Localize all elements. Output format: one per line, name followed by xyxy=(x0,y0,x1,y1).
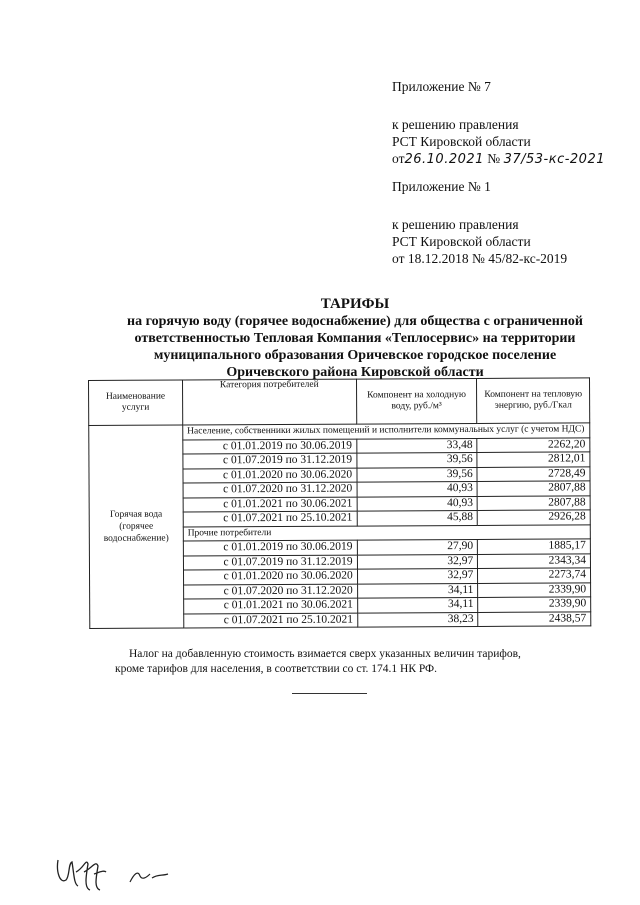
decision-number-prefix: № xyxy=(487,151,501,166)
cold-water-cell: 39,56 xyxy=(357,452,478,467)
period-cell: с 01.07.2021 по 25.10.2021 xyxy=(184,613,358,628)
period-cell: с 01.07.2020 по 31.12.2020 xyxy=(183,584,357,599)
title-line-2: ответственностью Тепловая Компания «Теплосервис» на территории xyxy=(134,331,576,346)
cold-water-cell: 34,11 xyxy=(357,597,478,612)
cold-water-cell: 45,88 xyxy=(357,510,478,525)
appendix-1-label: Приложение № 1 xyxy=(392,179,491,194)
tariff-table xyxy=(88,377,591,629)
cold-water-cell: 33,48 xyxy=(356,438,477,453)
header-cold-water: Компонент на холодную воду, руб./м³ xyxy=(356,378,477,424)
cold-water-cell: 39,56 xyxy=(357,467,478,482)
cold-water-cell: 32,97 xyxy=(357,568,478,583)
appendix-7-label: Приложение № 7 xyxy=(392,79,491,94)
cold-water-cell: 32,97 xyxy=(357,554,478,569)
appendix-header xyxy=(392,78,491,95)
cold-water-cell: 27,90 xyxy=(357,539,478,554)
ref-line-2: РСТ Кировской области xyxy=(392,234,531,249)
heat-energy-cell: 2812,01 xyxy=(477,452,590,467)
consumer-group-label: Прочие потребители xyxy=(183,524,590,541)
table-body xyxy=(89,423,591,629)
period-cell: с 01.01.2020 по 30.06.2020 xyxy=(183,468,357,483)
service-name: Горячая вода (горячее водоснабжение) xyxy=(89,425,184,628)
cold-water-cell: 38,23 xyxy=(357,612,478,627)
heat-energy-cell: 2273,74 xyxy=(478,568,591,583)
period-cell: с 01.07.2020 по 31.12.2020 xyxy=(183,482,357,497)
period-cell: с 01.07.2021 по 25.10.2021 xyxy=(183,511,357,526)
heat-energy-cell: 2807,88 xyxy=(477,481,590,496)
heat-energy-cell: 2262,20 xyxy=(477,437,590,452)
heat-energy-cell: 2728,49 xyxy=(477,466,590,481)
period-cell: с 01.01.2019 по 30.06.2019 xyxy=(183,439,357,454)
decision-date-line xyxy=(392,150,605,168)
document-title xyxy=(60,296,640,381)
cold-water-cell: 40,93 xyxy=(357,496,478,511)
handwritten-signature xyxy=(50,850,200,895)
tax-note-line-2: кроме тарифов для населения, в соответствии со ст. 174.1 НК РФ. xyxy=(115,662,438,675)
heat-energy-cell: 2926,28 xyxy=(477,510,590,525)
ref-line-1: к решению правления xyxy=(392,217,519,232)
separator-line xyxy=(292,693,367,694)
consumer-group-label: Население, собственники жилых помещений и исполнители коммунальных услуг (с учетом НДС) xyxy=(183,423,590,440)
heat-energy-cell: 2807,88 xyxy=(477,495,590,510)
heat-energy-cell: 2339,90 xyxy=(478,597,591,612)
handwritten-date: 26.10.2021 xyxy=(404,152,484,167)
heat-energy-cell: 2438,57 xyxy=(478,611,591,626)
title-line-3: муниципального образования Оричевское городское поселение xyxy=(153,348,557,363)
heat-energy-cell: 1885,17 xyxy=(478,539,591,554)
appendix-1-block xyxy=(392,178,491,195)
tax-note xyxy=(115,647,605,676)
decision-line-2: РСТ Кировской области xyxy=(392,134,531,149)
header-category: Категория потребителей xyxy=(182,379,356,425)
decision-line-1: к решению правления xyxy=(392,117,519,132)
period-cell: с 01.01.2019 по 30.06.2019 xyxy=(183,540,357,555)
title-main: ТАРИФЫ xyxy=(320,296,390,312)
ref-line-3: от 18.12.2018 № 45/82-кс-2019 xyxy=(392,251,568,266)
period-cell: с 01.01.2020 по 30.06.2020 xyxy=(183,569,357,584)
cold-water-cell: 40,93 xyxy=(357,481,478,496)
title-line-4: Оричевского района Кировской области xyxy=(226,365,484,380)
heat-energy-cell: 2343,34 xyxy=(478,553,591,568)
header-service: Наименование услуги xyxy=(89,380,183,425)
decision-date-prefix: от xyxy=(392,151,405,166)
handwritten-number: 37/53-кс-2021 xyxy=(503,152,605,167)
table-header-row xyxy=(89,378,590,426)
header-heat-energy: Компонент на тепловую энергию, руб./Гкал xyxy=(477,378,590,424)
decision-reference xyxy=(392,116,605,168)
title-line-1: на горячую воду (горячее водоснабжение) для общества с ограниченной xyxy=(127,314,583,329)
tax-note-line-1: Налог на добавленную стоимость взимается сверх указанных величин тарифов, xyxy=(129,648,521,660)
original-reference xyxy=(392,216,567,267)
period-cell: с 01.01.2021 по 30.06.2021 xyxy=(184,598,358,613)
heat-energy-cell: 2339,90 xyxy=(478,582,591,597)
period-cell: с 01.07.2019 по 31.12.2019 xyxy=(183,453,357,468)
period-cell: с 01.07.2019 по 31.12.2019 xyxy=(183,555,357,570)
cold-water-cell: 34,11 xyxy=(357,583,478,598)
period-cell: с 01.01.2021 по 30.06.2021 xyxy=(183,497,357,512)
